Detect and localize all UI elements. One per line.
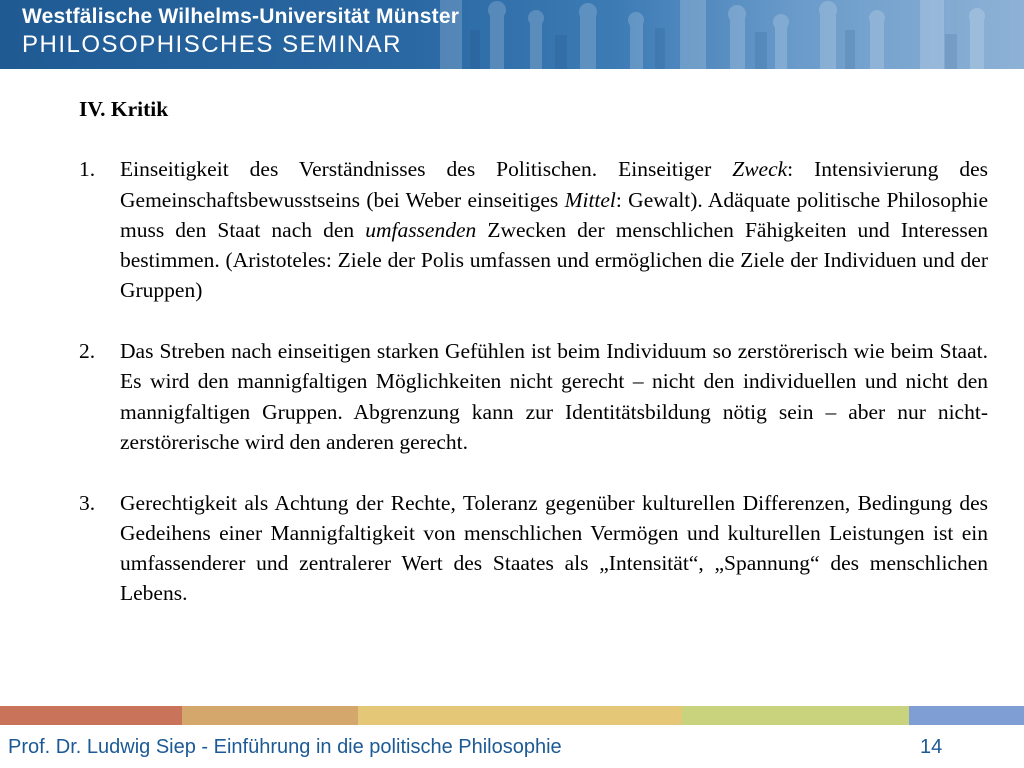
list-item (79, 154, 988, 305)
university-name: Westfälische Wilhelms-Universität Münster (22, 5, 460, 28)
list-item (79, 336, 988, 457)
slide-heading: IV. Kritik (79, 97, 169, 121)
color-bar-segment (358, 706, 682, 725)
list-item-number: 1. (79, 157, 96, 182)
fresco-background-image (430, 0, 1024, 69)
color-bar-segment (909, 706, 1024, 725)
color-bar-segment (182, 706, 358, 725)
footer-color-bar (0, 706, 1024, 725)
emphasized-text: umfassenden (365, 217, 477, 242)
list-item-number: 2. (79, 339, 96, 364)
color-bar-segment (0, 706, 182, 725)
page-number: 14 (920, 736, 943, 758)
text-segment: Zwecken der menschlichen Fähigkeiten und Interessen bestimmen. (Aristoteles: Ziele der Polis umfassen und ermöglichen die Ziele der Individuen und der Gruppen) (120, 217, 988, 303)
list-item-text (120, 154, 988, 305)
list-item-text (120, 336, 988, 457)
header-banner (0, 0, 1024, 69)
text-segment: : Gewalt). Adäquate politische Philosophie muss den Staat nach den (120, 187, 988, 242)
list-item (79, 488, 988, 609)
text-segment: Einseitigkeit des Verständnisses des Politischen. Einseitiger (120, 157, 733, 182)
list-item-number: 3. (79, 490, 96, 515)
slide-content (79, 94, 988, 639)
color-bar-segment (682, 706, 909, 725)
footer-lecturer-course: Prof. Dr. Ludwig Siep - Einführung in die politische Philosophie (8, 736, 562, 758)
emphasized-text: Mittel (564, 187, 616, 212)
critique-list (79, 154, 988, 608)
text-segment: Gerechtigkeit als Achtung der Rechte, Toleranz gegenüber kulturellen Differenzen, Bedingung des Gedeihens einer Mannigfaltigkeit von menschlichen Vermögen und kulturellen Leistungen ist ein umfassenderer und zentralerer Wert des Staates als „Intensität“, „Spannung“ des menschlichen Lebens. (120, 490, 988, 606)
text-segment: Das Streben nach einseitigen starken Gefühlen ist beim Individuum so zerstörerisch wie beim Staat. Es wird den mannigfaltigen Möglichkeiten nicht gerecht – nicht den individuellen und nicht den mannigfaltigen Gruppen. Abgrenzung kann zur Identitätsbildung nötig sein – aber nur nicht-zerstörerische wird den anderen gerecht. (120, 339, 988, 454)
text-segment: : Intensivierung des Gemeinschaftsbewusstseins (bei Weber einseitiges (120, 157, 988, 212)
list-item-text (120, 488, 988, 609)
seminar-name: PHILOSOPHISCHES SEMINAR (22, 31, 402, 58)
emphasized-text: Zweck (732, 157, 788, 182)
